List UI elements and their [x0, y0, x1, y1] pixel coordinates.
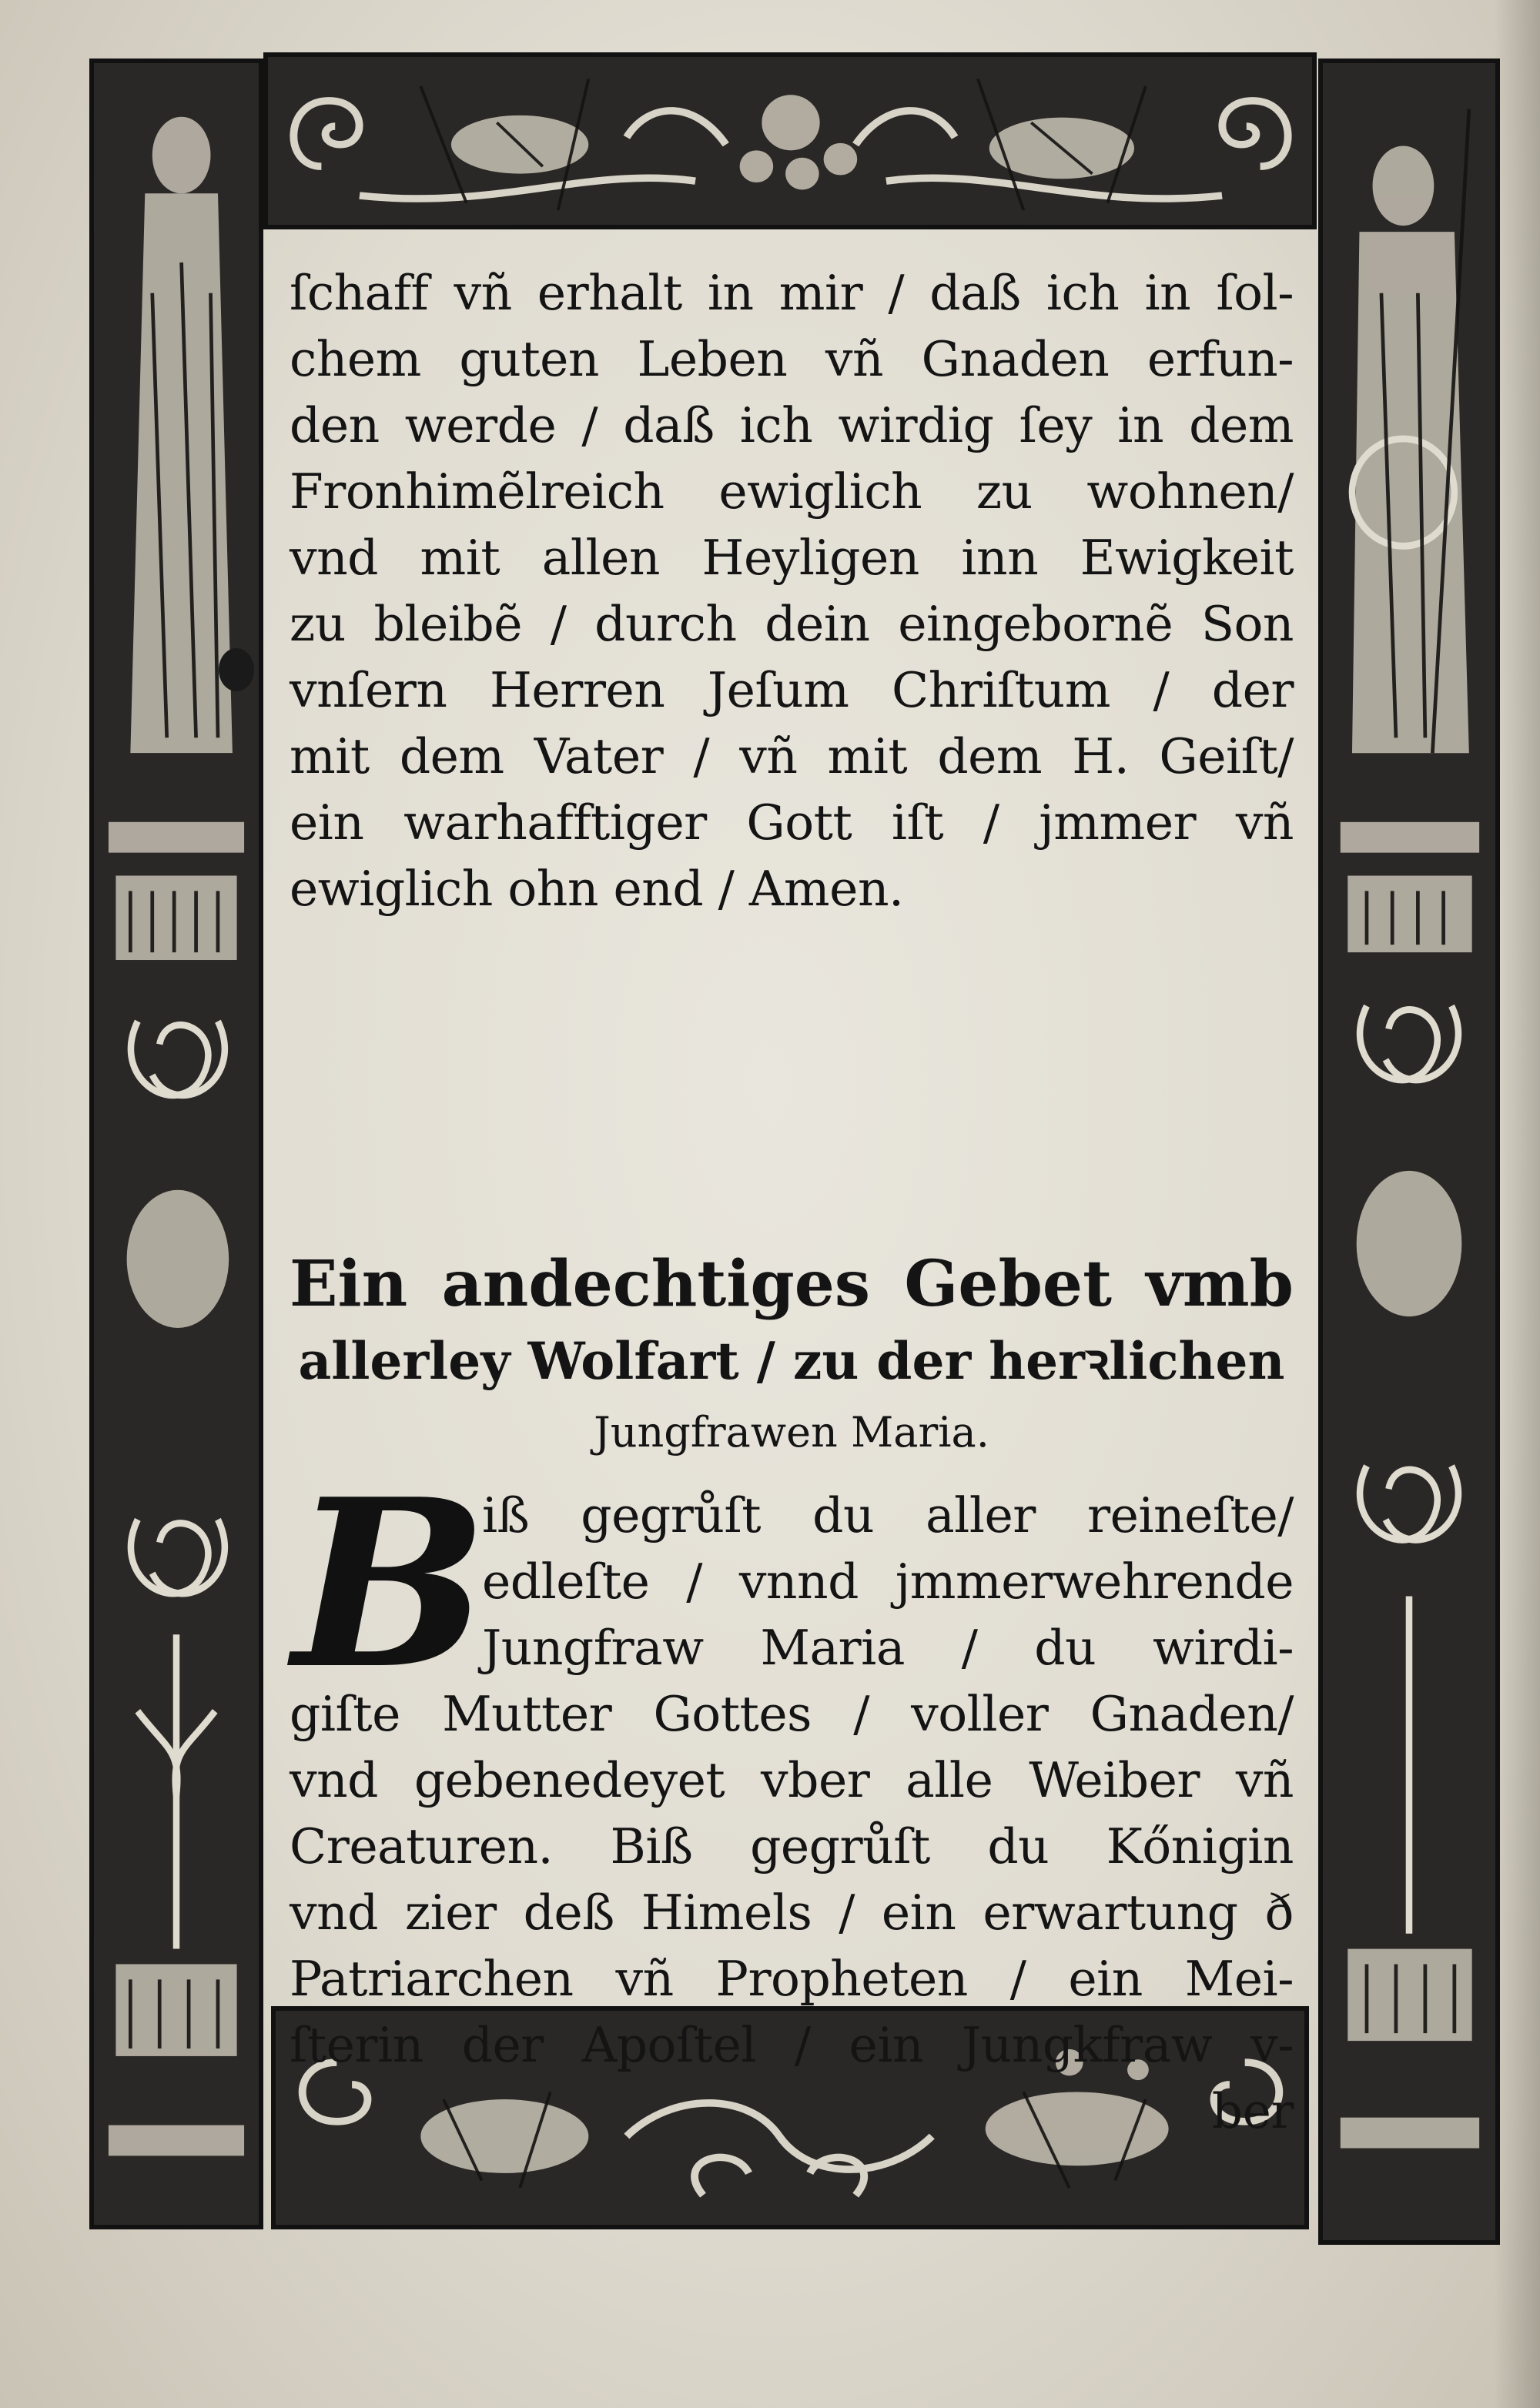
body-line-3: Jungfraw Maria / du wirdi- — [482, 1620, 1294, 1676]
text-line-2: chem guten Leben vñ Gnaden erfun- — [290, 331, 1294, 387]
catchword: ber — [1211, 2083, 1294, 2139]
text-line-9: ein warhafftiger Gott iſt / jmmer vñ — [290, 794, 1294, 851]
text-line-10: ewiglich ohn end / Amen. — [290, 861, 904, 917]
ornament-figure-column-right — [1323, 63, 1495, 2240]
body-line-9: ſterin der Apoſtel / ein Jungkfraw v- — [290, 2017, 1294, 2073]
text-line-7: vnſern Herren Jeſum Chriſtum / der — [290, 662, 1294, 718]
prayer-heading-line-3: Jungfrawen Maria. — [594, 1408, 989, 1457]
body-line-1: iß gegrůſt du aller reineſte/ — [482, 1487, 1294, 1543]
text-line-6: zu bleibẽ / durch dein eingebornẽ Son — [290, 596, 1294, 652]
body-line-8: Patriarchen vñ Propheten / ein Mei- — [290, 1951, 1294, 2007]
ornament-figure-column-left — [94, 63, 259, 2225]
ink-blot — [219, 648, 254, 691]
body-line-5: vnd gebenedeyet vber alle Weiber vñ — [290, 1752, 1294, 1808]
text-line-1: ſchaff vñ erhalt in mir / daß ich in ſol- — [290, 265, 1294, 321]
woodcut-border-right — [1318, 59, 1500, 2245]
page-edge-shadow — [1494, 0, 1540, 2408]
text-line-5: vnd mit allen Heyligen inn Ewigkeit — [290, 530, 1294, 586]
woodcut-border-left — [89, 59, 263, 2229]
body-line-7: vnd zier deß Himels / ein erwartung ð — [290, 1885, 1294, 1941]
text-block — [282, 245, 1306, 2139]
body-line-4: giſte Mutter Gottes / voller Gnaden/ — [290, 1686, 1294, 1742]
prayer-heading-line-1: Ein andechtiges Gebet vmb — [290, 1247, 1294, 1321]
text-line-3: den werde / daß ich wirdig ſey in dem — [290, 397, 1294, 453]
woodcut-border-top — [263, 52, 1317, 229]
prayer-heading-line-2: allerley Wolfart / zu der herꝛlichen — [298, 1331, 1285, 1391]
ornament-scrolls-top — [268, 57, 1312, 225]
text-line-8: mit dem Vater / vñ mit dem H. Geiſt/ — [290, 728, 1294, 784]
text-line-4: Fronhimẽlreich ewiglich zu wohnen/ — [290, 463, 1294, 520]
drop-cap: B — [293, 1448, 488, 1720]
body-line-6: Creaturen. Biß gegrůſt du Kőnigin — [290, 1818, 1294, 1875]
body-line-2: edleſte / vnnd jmmerwehrende — [482, 1553, 1294, 1610]
